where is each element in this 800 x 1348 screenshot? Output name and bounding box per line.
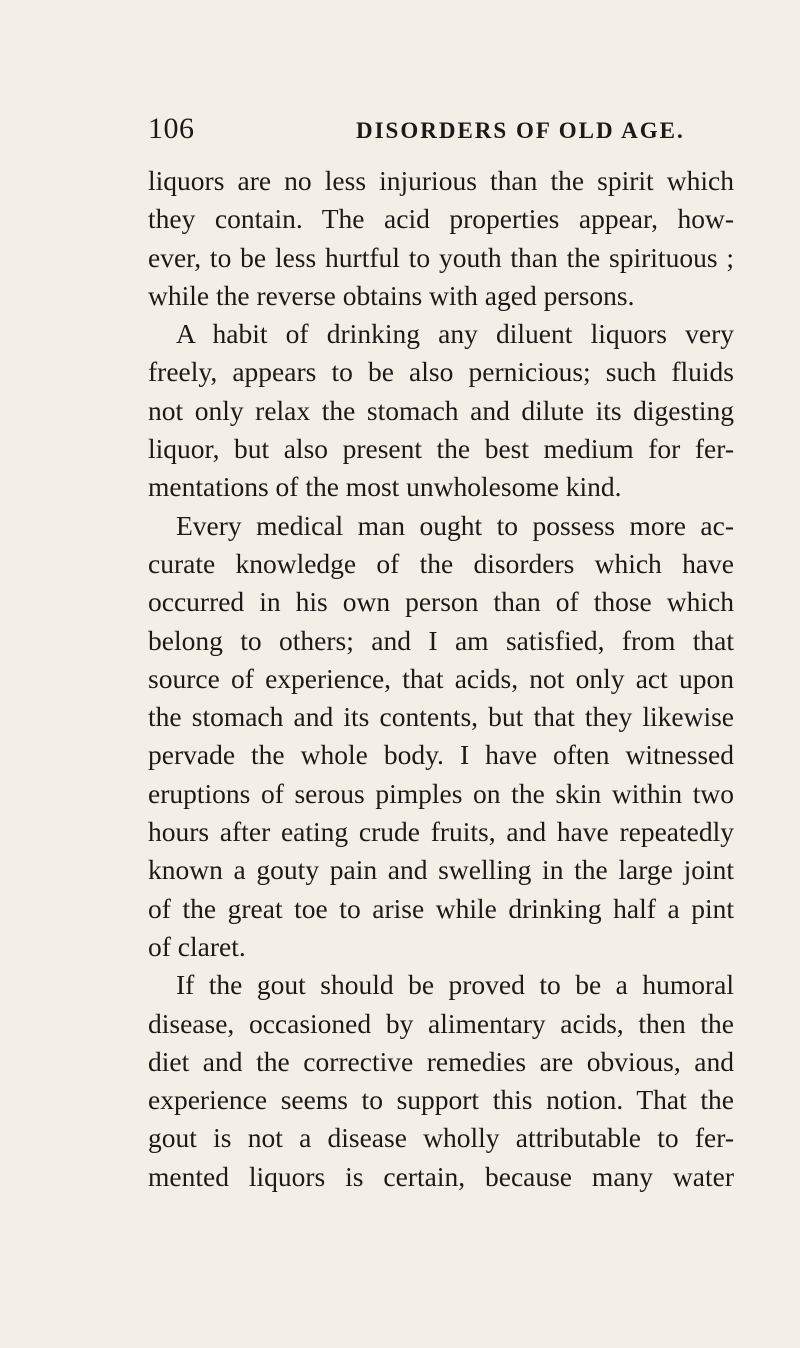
page-number: 106 <box>148 112 195 145</box>
text-line: If the gout should be proved to be a humoral <box>176 969 734 1001</box>
text-line: of the great toe to arise while drinking half a pint <box>148 892 734 924</box>
text-line: hours after eating crude fruits, and have repeatedly <box>148 816 734 848</box>
text-line: the stomach and its contents, but that they likewise <box>148 701 734 733</box>
text-line: gout is not a disease wholly attributable to fer- <box>148 1122 734 1154</box>
text-line: not only relax the stomach and dilute its digesting <box>148 394 734 426</box>
text-line: belong to others; and I am satisfied, from that <box>148 624 734 656</box>
text-line: freely, appears to be also pernicious; such fluids <box>148 356 734 388</box>
text-line: while the reverse obtains with aged persons. <box>148 279 635 311</box>
text-line: mentations of the most unwholesome kind. <box>148 471 622 503</box>
text-line: eruptions of serous pimples on the skin within two <box>148 777 734 809</box>
text-line: source of experience, that acids, not only act upon <box>148 662 734 694</box>
text-line: occurred in his own person than of those which <box>148 586 734 618</box>
running-title: DISORDERS OF OLD AGE. <box>356 118 685 143</box>
text-line: A habit of drinking any diluent liquors very <box>176 318 734 350</box>
text-line: disease, occasioned by alimentary acids, then the <box>148 1007 734 1039</box>
text-line: of claret. <box>148 930 246 962</box>
text-line: they contain. The acid properties appear, how- <box>148 203 734 235</box>
text-line: ever, to be less hurtful to youth than the spirituous ; <box>148 241 734 273</box>
page-header <box>148 112 740 152</box>
text-line: known a gouty pain and swelling in the large joint <box>148 854 734 886</box>
text-line: experience seems to support this notion. That the <box>148 1084 734 1116</box>
text-line: diet and the corrective remedies are obvious, and <box>148 1045 734 1077</box>
text-line: liquors are no less injurious than the spirit which <box>148 165 734 196</box>
body-text <box>148 162 734 1196</box>
text-line: mented liquors is certain, because many water <box>148 1160 734 1192</box>
text-line: Every medical man ought to possess more ac- <box>176 509 734 541</box>
text-line: pervade the whole body. I have often witnessed <box>148 739 734 771</box>
text-line: liquor, but also present the best medium for fer- <box>148 433 734 465</box>
text-line: curate knowledge of the disorders which have <box>148 547 734 579</box>
